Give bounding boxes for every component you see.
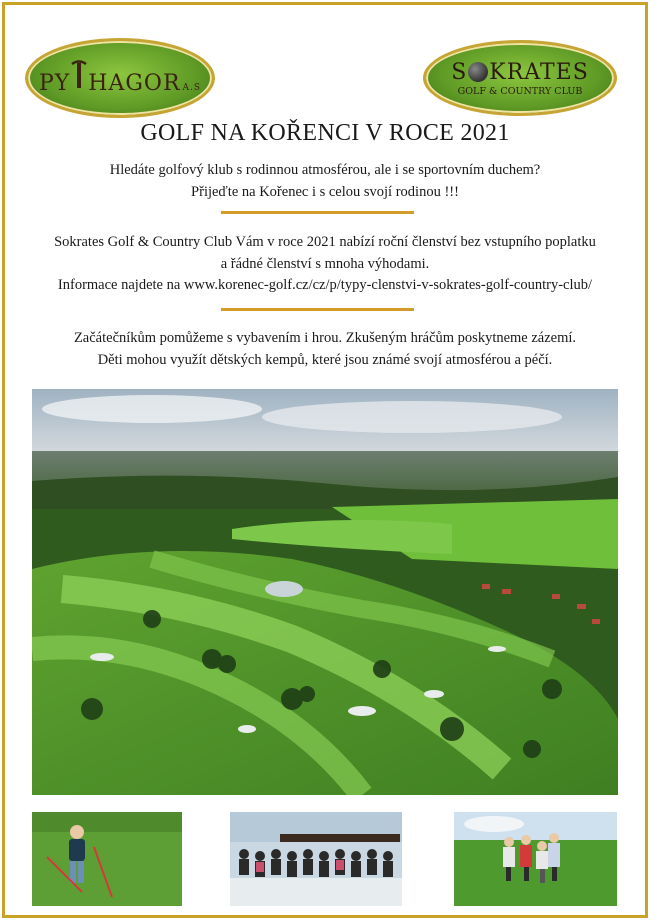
- sokrates-logo-text-b: KRATES: [489, 59, 589, 85]
- membership-link[interactable]: Informace najdete na www.korenec-golf.cz/cz/p/typy-clenstvi-v-sokrates-golf-country-club/: [57, 277, 593, 293]
- membership-paragraph: [0, 232, 650, 297]
- golf-ball-icon: [468, 62, 488, 82]
- beginners-line-2: Děti mohou využít dětských kempů, které jsou známé svojí atmosférou a péčí.: [97, 351, 553, 368]
- page-title: GOLF NA KOŘENCI V ROCE 2021: [140, 120, 510, 146]
- intro-line-1: Hledáte golfový klub s rodinnou atmosférou, ale i se sportovním duchem?: [109, 162, 541, 178]
- sokrates-logo: [423, 40, 617, 116]
- pythagor-logo-text-b: HAGOR: [88, 71, 181, 96]
- pythagor-logo-text-a: PY: [38, 71, 71, 96]
- pythagor-column-icon: [70, 60, 88, 90]
- membership-line-2: a řádné členství s mnoha výhodami.: [220, 255, 430, 272]
- beginners-line-1: Začátečníkům pomůžeme s vybavením i hrou. Zkušeným hráčům poskytneme zázemí.: [73, 330, 577, 346]
- pythagor-logo-suffix: A.S: [182, 83, 202, 93]
- child-golfer-photo: [32, 812, 182, 906]
- group-photo: [230, 812, 402, 906]
- divider-2: [221, 308, 414, 311]
- divider-1: [221, 211, 414, 214]
- aerial-golf-course-photo: [32, 389, 618, 795]
- pythagor-logo: [25, 38, 215, 118]
- sokrates-logo-subtitle: GOLF & COUNTRY CLUB: [457, 85, 583, 97]
- intro-paragraph: [0, 160, 650, 203]
- membership-line-1: Sokrates Golf & Country Club Vám v roce 2021 nabízí roční členství bez vstupního poplatku: [54, 234, 596, 250]
- beginners-paragraph: [0, 328, 650, 371]
- sokrates-logo-text-a: S: [451, 59, 468, 85]
- kids-camp-photo: [454, 812, 617, 906]
- intro-line-2: Přijeďte na Kořenec i s celou svojí rodinou !!!: [191, 183, 459, 200]
